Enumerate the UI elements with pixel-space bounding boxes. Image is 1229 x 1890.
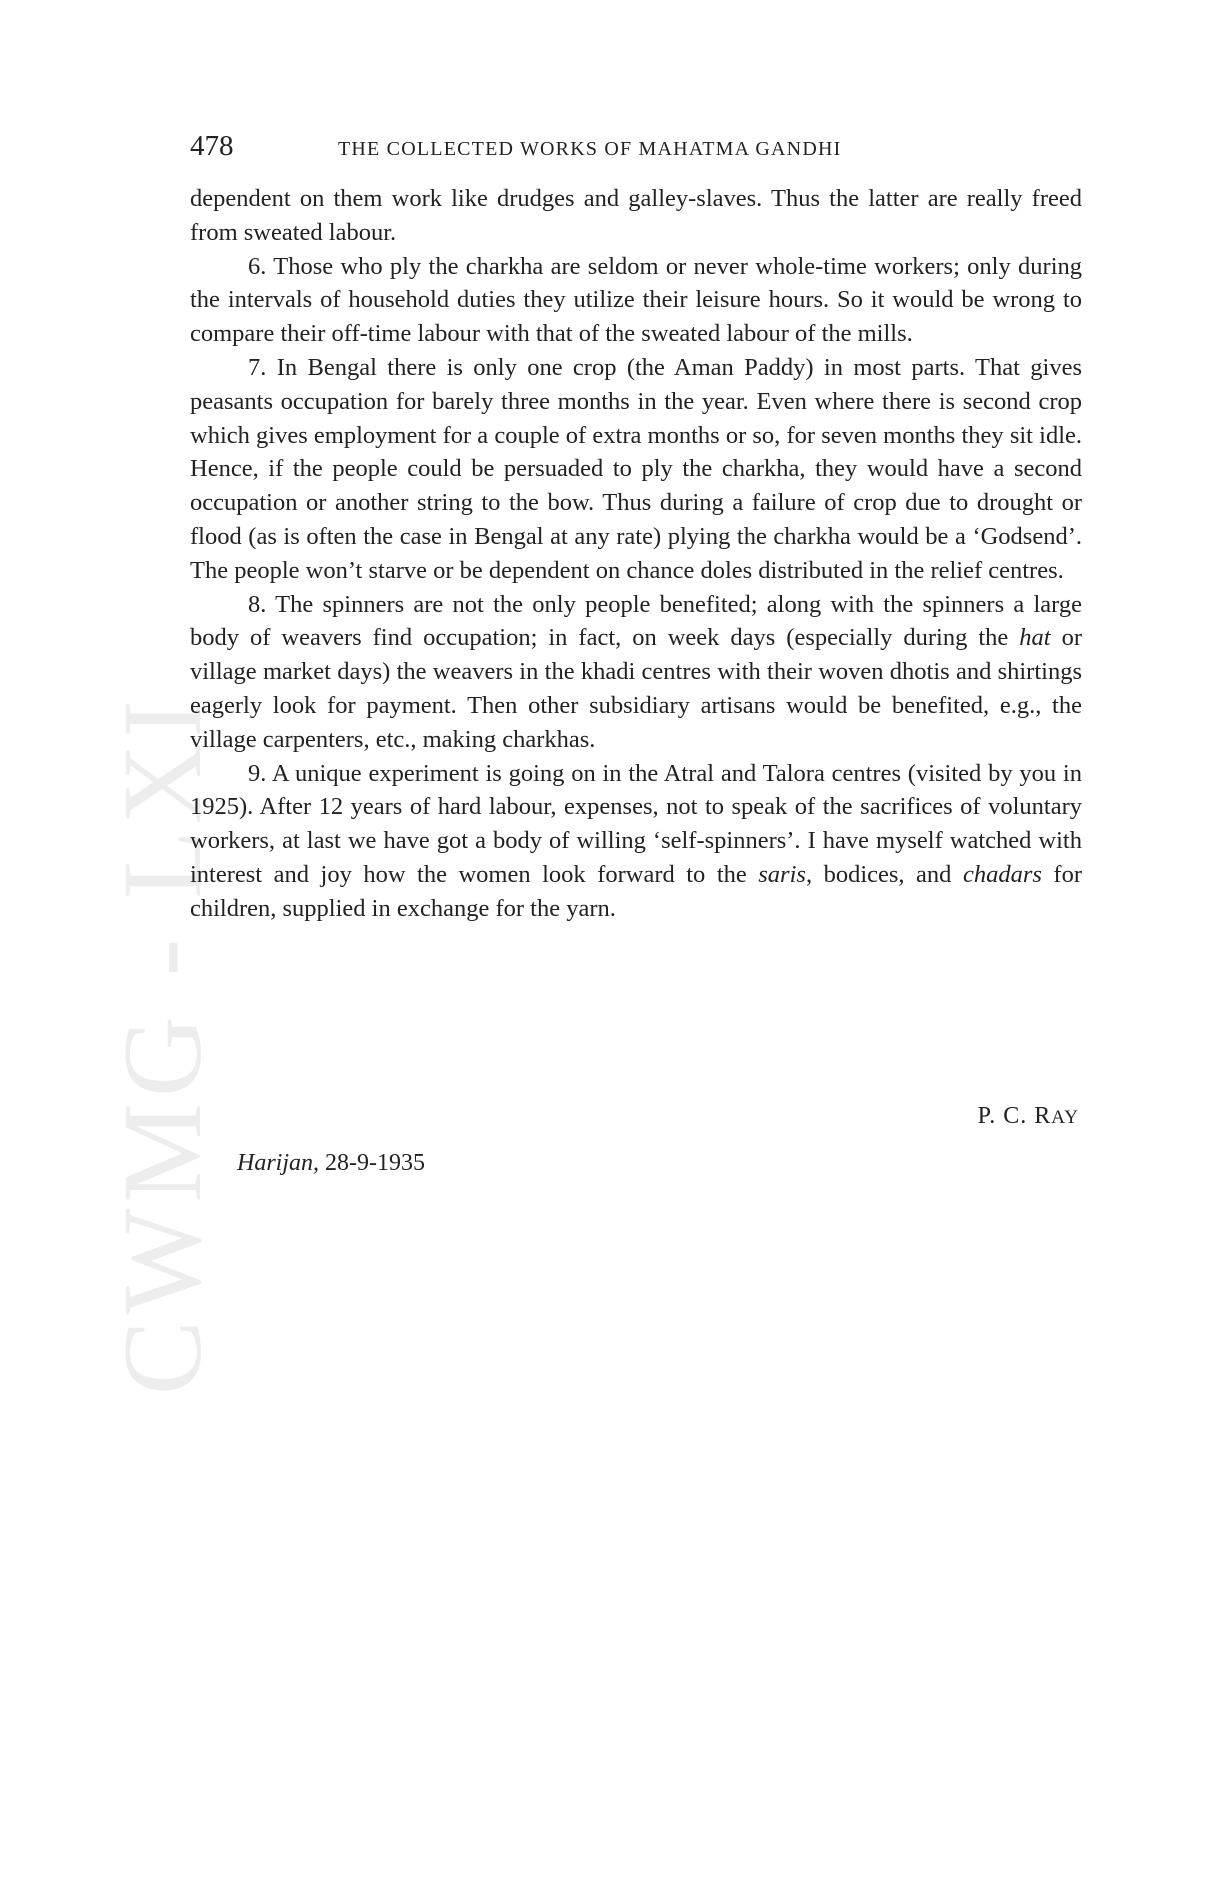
paragraph-7: 7. In Bengal there is only one crop (the Aman Paddy) in most parts. That gives peasants occupation for barely three months in the year. Even where there is second crop which gives employment for a couple of extra months or so, for seven months they sit idle. Hence, if the people could be persuaded to ply the charkha, they would have a second occupation or another string to the bow. Thus during a failure of crop due to drought or flood (as is often the case in Bengal at any rate) plying the charkha would be a ‘Godsend’. The people won’t starve or be dependent on chance doles distributed in the relief centres. [190, 353, 1082, 584]
signature [978, 1100, 1079, 1134]
paragraph-9 [190, 757, 1082, 926]
watermark-text: CWMG - LXI [101, 694, 225, 1395]
signature-initials: P. C. R [977, 1103, 1052, 1129]
paragraph-8-italic-hat: hat [1019, 624, 1051, 652]
paragraph-8-text-start: 8. The spinners are not the only people benefited; along with the spinners a large body of weavers find occupation; in fact, on week days (especially during the [190, 590, 1082, 652]
page-header [190, 128, 1090, 168]
paragraph-6: 6. Those who ply the charkha are seldom or never whole-time workers; only during the intervals of household duties they utilize their leisure hours. So it would be wrong to compare their off-time labour with that of the sweated labour of the mills. [190, 252, 1082, 348]
paragraph-8-text-end: or village market days) the weavers in the khadi centres with their woven dhotis and shirtings eagerly look for payment. Then other subsidiary artisans would be benefited, e.g., the village carpenters, etc., making charkhas. [190, 624, 1082, 753]
source-citation [237, 1147, 425, 1179]
paragraph-9-text-start: 9. A unique experiment is going on in the Atral and Talora centres (visited by you in 1925). After 12 years of hard labour, expenses, not to speak of the sacrifices of voluntary workers, at last we have got a body of willing ‘self-spinners’. I have myself watched with interest and joy how the women look forward to the [190, 759, 1082, 888]
signature-surname-smallcaps: AY [1051, 1107, 1079, 1128]
paragraph-8 [190, 588, 1082, 757]
paragraph-continuation: dependent on them work like drudges and galley-slaves. Thus the latter are really freed from sweated labour. [190, 185, 1082, 246]
running-title: THE COLLECTED WORKS OF MAHATMA GANDHI [338, 138, 842, 160]
paragraph-9-italic-saris: saris [758, 860, 806, 888]
paragraph-9-italic-chadars: chadars [962, 860, 1042, 888]
source-publication: Harijan, [237, 1150, 320, 1176]
page-number: 478 [190, 130, 234, 162]
paragraph-9-text-end: for children, supplied in exchange for the yarn. [190, 860, 1082, 922]
source-date: 28-9-1935 [319, 1150, 425, 1176]
paragraph-9-text-middle: , bodices, and [805, 860, 963, 888]
body-text [190, 182, 1082, 926]
